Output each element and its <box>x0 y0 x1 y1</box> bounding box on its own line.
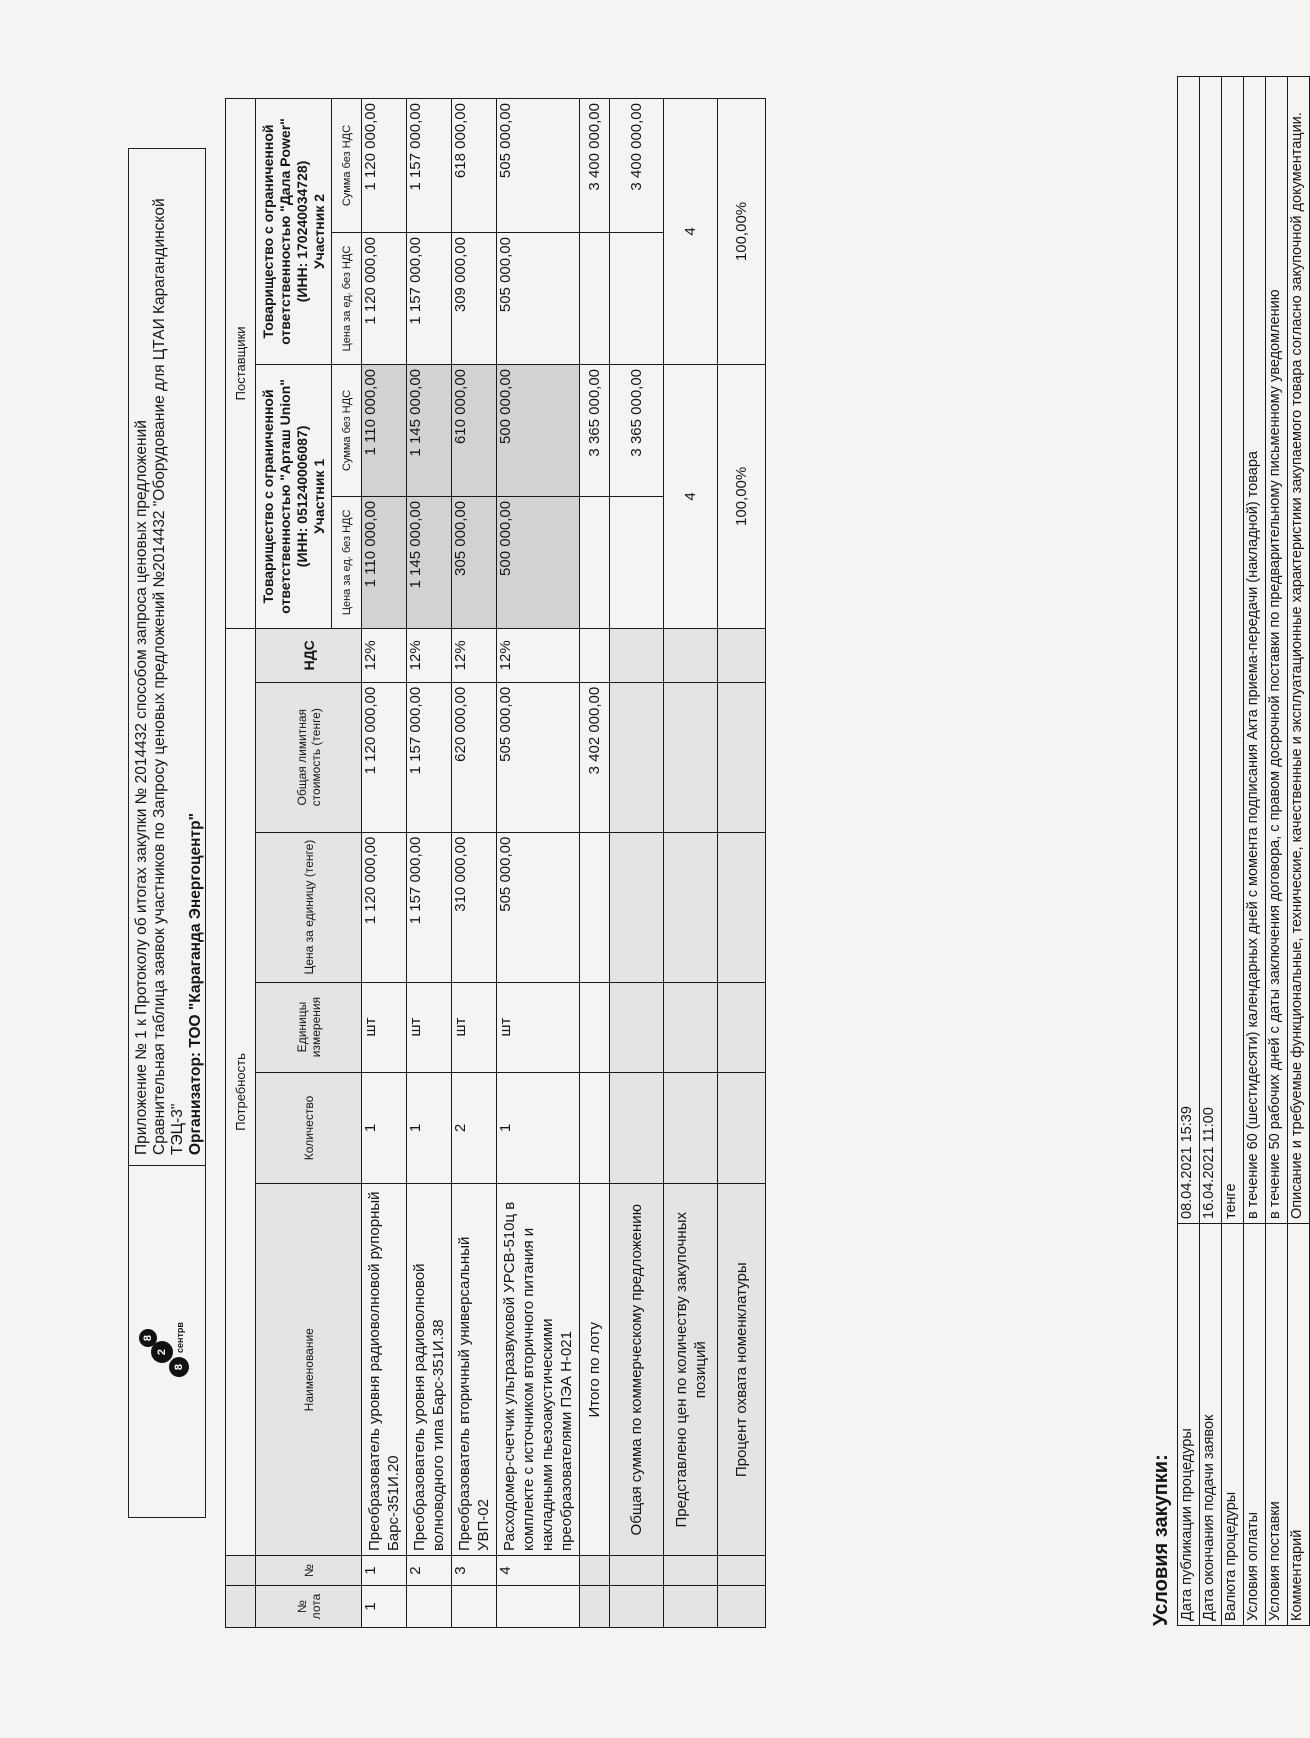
positions-row: Представлено цен по количеству закупочных позиций 4 4 <box>664 99 718 1628</box>
col-lot-header: № лота <box>256 1586 362 1628</box>
condition-row: Дата публикации процедуры 08.04.2021 15:39 <box>1178 77 1200 1626</box>
condition-row: Валюта процедуры тенге <box>1222 77 1244 1626</box>
col-qty-header: Количество <box>256 1072 362 1184</box>
total-lot-row: Итого по лоту 3 402 000,00 3 365 000,00 3 400 000,00 <box>580 99 610 1628</box>
table-row: 4 Расходомер-счетчик ультразвуковой УРСВ-510ц в комплекте с источником вторичного питания и накладными пьезоакустическими преобразователями ПЭА Н-021 1 шт 505 000,00 505 000,00 12% 500 000,00 500 000,00 505 000,00 505 000,00 <box>497 99 580 1628</box>
col-total-limit-header: Общая лимитная стоимость (тенге) <box>256 682 362 832</box>
company-logo-icon: 8 2 8 сентрв <box>143 1317 193 1377</box>
col-unit-price-header: Цена за единицу (тенге) <box>256 832 362 982</box>
table-row: 3 Преобразователь вторичный универсальный УВП-02 2 шт 310 000,00 620 000,00 12% 305 000,00 610 000,00 309 000,00 618 000,00 <box>452 99 497 1628</box>
conditions-table <box>1177 76 1310 1626</box>
col-unit-header: Единицы измерения <box>256 982 362 1072</box>
col-vat-header: НДС <box>256 628 362 682</box>
condition-row: Дата окончания подачи заявок 16.04.2021 11:00 <box>1200 77 1222 1626</box>
conditions-title: Условия закупки: <box>1150 1454 1172 1626</box>
p1-price-header: Цена за ед. без НДС <box>332 496 362 628</box>
comparison-table <box>225 98 766 1628</box>
group-suppliers: Поставщики <box>226 99 256 629</box>
header-line-3: ТЭЦ-3" <box>169 1103 186 1155</box>
condition-row: Условия поставки в течение 50 рабочих дней с даты заключения договора, с правом досрочной поставки по предварительному письменному уведомлению <box>1266 77 1288 1626</box>
commercial-sum-row: Общая сумма по коммерческому предложению 3 365 000,00 3 400 000,00 <box>610 99 664 1628</box>
header-text <box>133 155 205 1155</box>
header-line-1: Приложение № 1 к Протоколу об итогах закупки № 2014432 способом запроса ценовых предложений <box>133 420 150 1155</box>
organizer: Организатор: ТОО "Караганда Энергоцентр" <box>187 813 204 1155</box>
table-row: 2 Преобразователь уровня радиоволновой волноводного типа Барс-351И.38 1 шт 1 157 000,00 1 157 000,00 12% 1 145 000,00 1 145 000,00 1 157 000,00 1 157 000,00 <box>407 99 452 1628</box>
logo-label: сентрв <box>175 1322 185 1353</box>
p2-sum-header: Сумма без НДС <box>332 99 362 233</box>
condition-row: Условия оплаты в течение 60 (шестидесяти) календарных дней с момента подписания Акта приема-передачи (накладной) товара <box>1244 77 1266 1626</box>
p1-sum-header: Сумма без НДС <box>332 364 362 496</box>
group-need: Потребность <box>226 628 256 1555</box>
col-no-header: № <box>256 1556 362 1586</box>
col-name-header: Наименование <box>256 1184 362 1556</box>
coverage-row: Процент охвата номенклатуры 100,00% 100,00% <box>718 99 766 1628</box>
logo-cell <box>129 1165 205 1517</box>
p2-price-header: Цена за ед. без НДС <box>332 233 362 365</box>
participant-1-header: Товарищество с ограниченной ответственностью "Арташ Union" (ИНН: 051240006087) Участник 1 <box>256 364 332 628</box>
condition-row: Комментарий Описание и требуемые функциональные, технические, качественные и эксплуатационные характеристики закупаемого товара согласно закупочной документации. <box>1288 77 1310 1626</box>
participant-2-header: Товарищество с ограниченной ответственностью "Дала Power" (ИНН: 170240034728) Участник 2 <box>256 99 332 365</box>
table-row: 1 1 Преобразователь уровня радиоволновой рупорный Барс-351И.20 1 шт 1 120 000,00 1 120 000,00 12% 1 110 000,00 1 110 000,00 1 120 000,00 1 120 000,00 <box>362 99 407 1628</box>
document-header <box>128 148 206 1518</box>
header-line-2: Сравнительная таблица заявок участников по Запросу ценовых предложений №2014432 "Оборудование для ЦТАИ Карагандинской <box>151 198 168 1155</box>
